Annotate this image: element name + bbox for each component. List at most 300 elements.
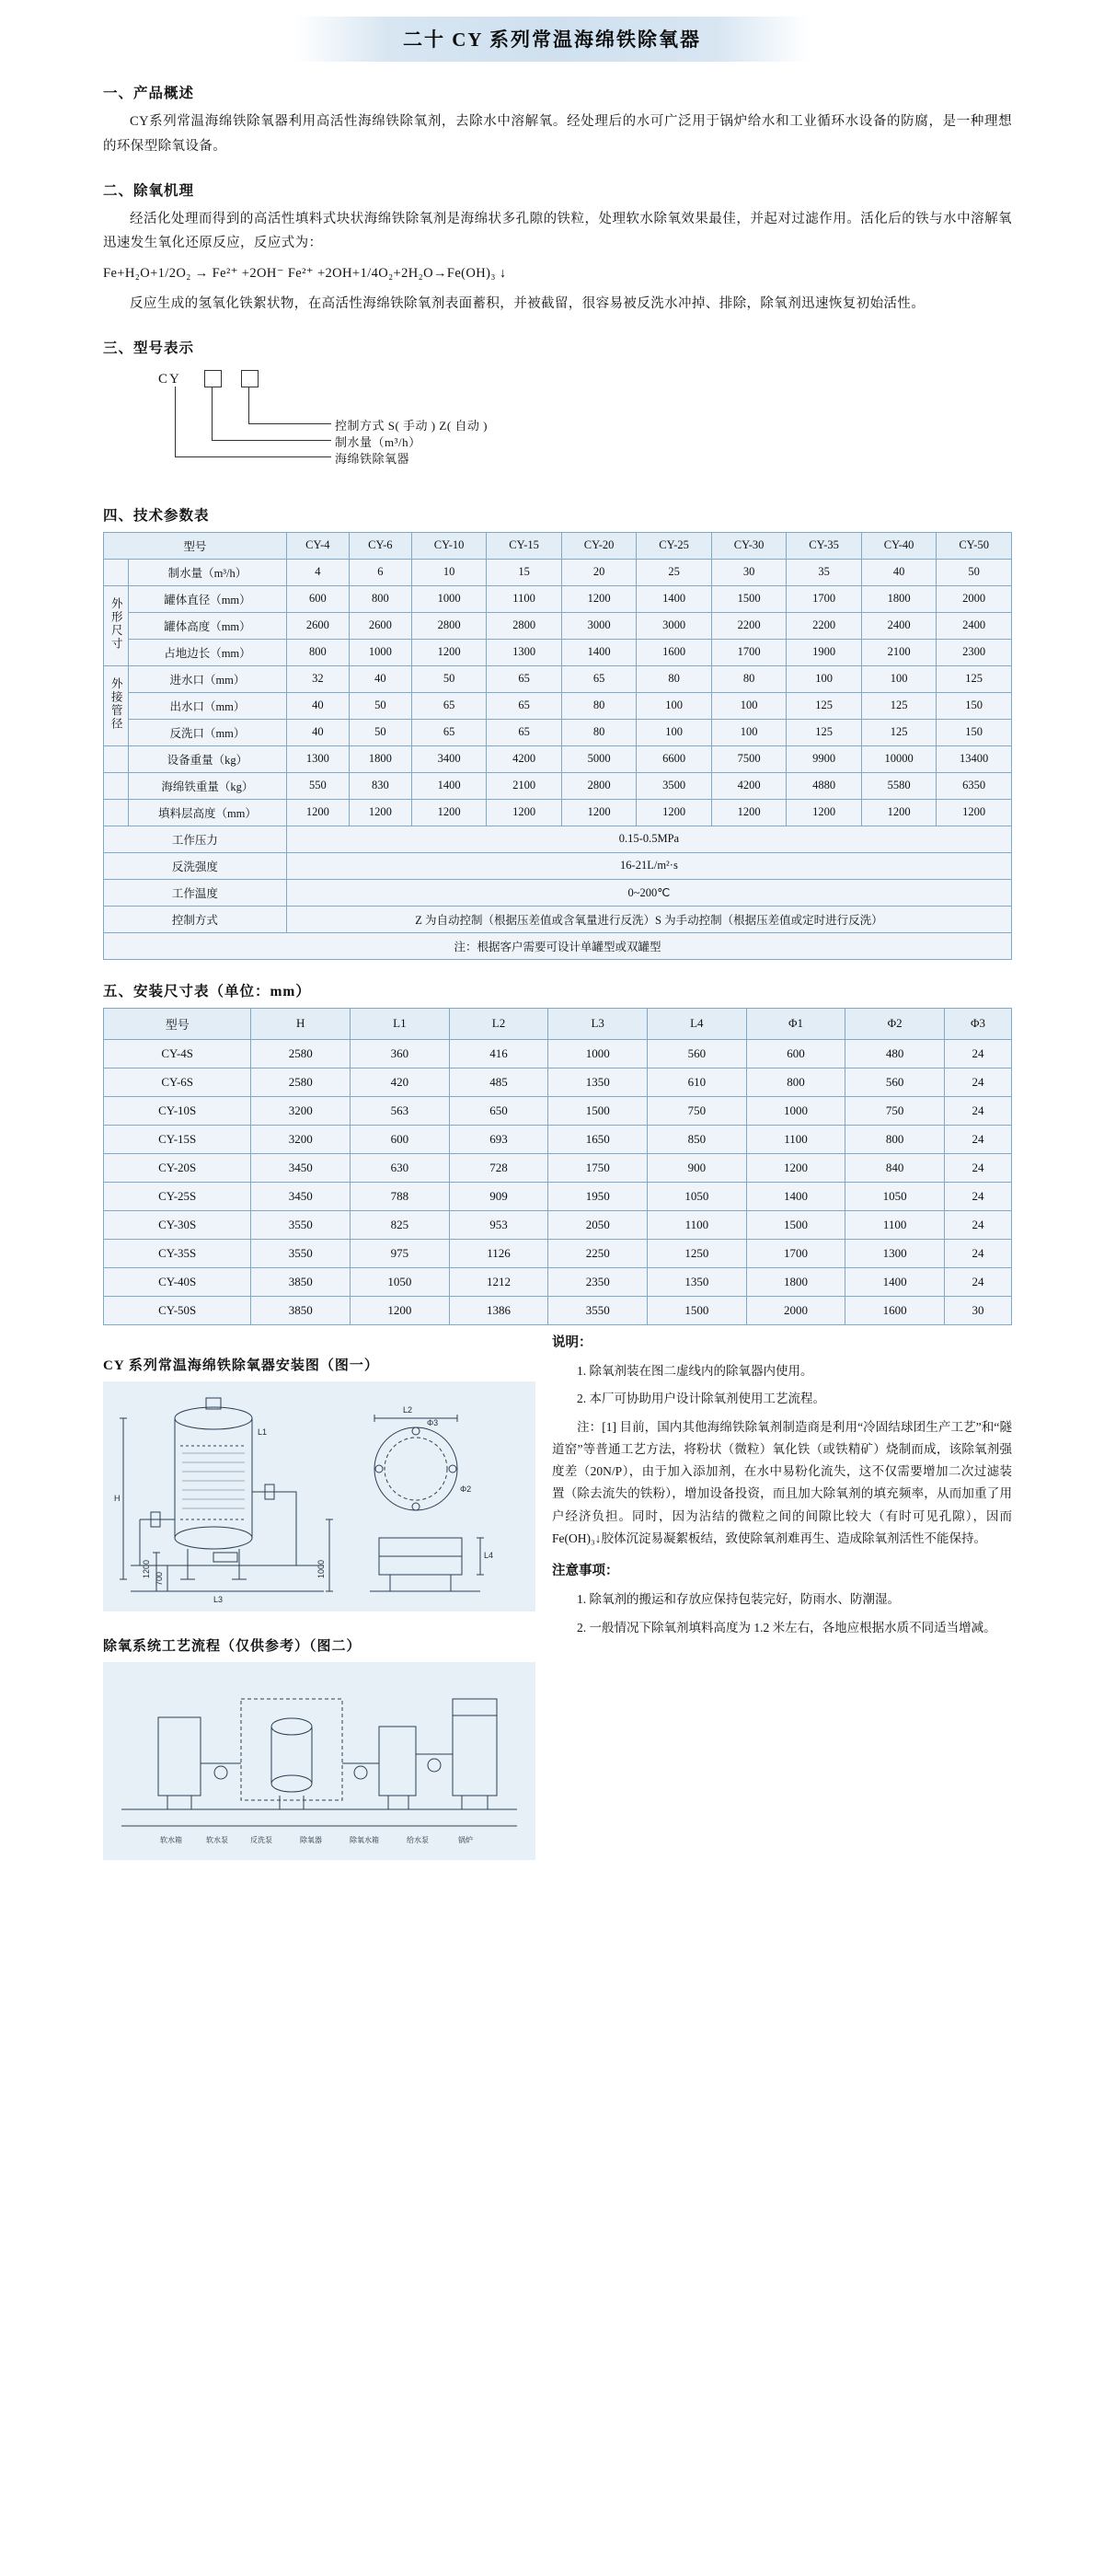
spec-cell: 3400 [411, 745, 487, 772]
install-cell: 900 [648, 1153, 747, 1182]
spec-cell: 1200 [286, 799, 349, 826]
install-cell: CY-20S [104, 1153, 251, 1182]
spec-cell: 2100 [861, 639, 937, 665]
svg-text:700: 700 [155, 1571, 164, 1586]
install-cell: 485 [449, 1068, 548, 1096]
spec-cell: 65 [411, 719, 487, 745]
spec-cell: 2800 [561, 772, 637, 799]
spec-cell: 80 [637, 665, 712, 692]
spec-row [104, 559, 1012, 585]
spec-group-spacer [104, 772, 129, 799]
install-cell: 600 [746, 1039, 845, 1068]
table-row [104, 1239, 1012, 1267]
table-row [104, 1267, 1012, 1296]
spec-cell: 40 [286, 692, 349, 719]
install-cell: 630 [351, 1153, 450, 1182]
spec-cell: 2600 [349, 612, 411, 639]
spec-model-cell: CY-25 [637, 532, 712, 559]
fig2-label-5: 给水泵 [407, 1835, 429, 1844]
spec-cell: 1800 [349, 745, 411, 772]
spec-merged-value: 16-21L/m²·s [286, 852, 1011, 879]
spec-merged-row [104, 879, 1012, 906]
notes-heading: 说明： [552, 1334, 592, 1350]
spec-cell: 2000 [937, 585, 1012, 612]
overview-paragraph: CY系列常温海绵铁除氧器利用高活性海绵铁除氧剂，去除水中溶解氧。经处理后的水可广泛用于锅炉给水和工业循环水设备的防腐，是一种理想的环保型除氧设备。 [103, 114, 1012, 154]
install-cell: 3550 [251, 1210, 351, 1239]
spec-cell: 4 [286, 559, 349, 585]
leader-line-1-h [248, 423, 331, 424]
spec-model-cell: CY-20 [561, 532, 637, 559]
table-row [104, 1210, 1012, 1239]
spec-cell: 80 [561, 719, 637, 745]
spec-cell: 32 [286, 665, 349, 692]
technical-parameter-table [103, 532, 1012, 960]
mechanism-formula: Fe+H₂O+1/2O₂ → Fe²⁺ +2OH⁻ Fe²⁺ +2OH+1/4O₂+2H₂O→Fe(OH)₃ ↓ [103, 266, 507, 282]
model-box-1 [204, 370, 222, 387]
fig2-label-3: 除氧器 [300, 1835, 322, 1844]
spec-model-cell: CY-30 [711, 532, 787, 559]
install-cell: 800 [845, 1125, 945, 1153]
spec-row [104, 772, 1012, 799]
spec-cell: 80 [561, 692, 637, 719]
leader-line-2-v [212, 387, 213, 440]
notes-column [552, 1331, 1012, 1860]
spec-cell: 100 [637, 692, 712, 719]
model-box-2 [241, 370, 259, 387]
spec-cell: 1500 [711, 585, 787, 612]
install-cell: 1100 [845, 1210, 945, 1239]
spec-cell: 1300 [286, 745, 349, 772]
spec-cell: 50 [349, 719, 411, 745]
section-heading-install: 五、安装尺寸表（单位：mm） [103, 983, 311, 999]
spec-cell: 15 [487, 559, 562, 585]
install-cell: 788 [351, 1182, 450, 1210]
spec-cell: 65 [487, 692, 562, 719]
figure-2-title: 除氧系统工艺流程（仅供参考）（图二） [103, 1638, 362, 1654]
spec-cell: 80 [711, 665, 787, 692]
install-cell: 360 [351, 1039, 450, 1068]
spec-row-label: 占地边长（mm） [129, 639, 287, 665]
install-cell: 3550 [251, 1239, 351, 1267]
install-cell: 3850 [251, 1296, 351, 1324]
section-heading-overview: 一、产品概述 [103, 86, 195, 101]
attention-2: 2. 一般情况下除氧剂填料高度为 1.2 米左右，各地应根据水质不同适当增减。 [577, 1620, 996, 1635]
install-cell: 2580 [251, 1039, 351, 1068]
spec-cell: 6350 [937, 772, 1012, 799]
svg-text:Φ2: Φ2 [460, 1484, 472, 1494]
spec-cell: 600 [286, 585, 349, 612]
install-header-cell: 型号 [104, 1008, 251, 1039]
install-cell: 560 [648, 1039, 747, 1068]
install-cell: 600 [351, 1125, 450, 1153]
leader-line-3-v [175, 387, 176, 456]
spec-row [104, 719, 1012, 745]
install-cell: 3450 [251, 1153, 351, 1182]
page-title: 二十 CY 系列常温海绵铁除氧器 [402, 29, 702, 51]
note-2: 2. 本厂可协助用户设计除氧剂使用工艺流程。 [577, 1392, 825, 1406]
spec-row [104, 665, 1012, 692]
spec-row-label: 出水口（mm） [129, 692, 287, 719]
spec-cell: 13400 [937, 745, 1012, 772]
spec-cell: 150 [937, 719, 1012, 745]
install-cell: 728 [449, 1153, 548, 1182]
spec-cell: 6600 [637, 745, 712, 772]
fig2-label-2: 反洗泵 [250, 1835, 272, 1844]
spec-group-spacer [104, 559, 129, 585]
install-cell: 1500 [746, 1210, 845, 1239]
spec-header-row [104, 532, 1012, 559]
spec-cell: 100 [711, 692, 787, 719]
spec-cell: 1600 [637, 639, 712, 665]
spec-merged-label: 工作温度 [104, 879, 287, 906]
install-cell: 480 [845, 1039, 945, 1068]
attention-heading: 注意事项： [552, 1564, 619, 1579]
svg-text:Φ3: Φ3 [427, 1417, 439, 1427]
spec-cell: 30 [711, 559, 787, 585]
spec-model-cell: CY-10 [411, 532, 487, 559]
install-cell: 650 [449, 1096, 548, 1125]
figure-1-drawing [103, 1381, 535, 1611]
model-designation-diagram [103, 364, 1012, 484]
install-cell: 1950 [548, 1182, 648, 1210]
install-cell: 610 [648, 1068, 747, 1096]
install-cell: 24 [944, 1125, 1011, 1153]
spec-cell: 2600 [286, 612, 349, 639]
spec-cell: 2200 [787, 612, 862, 639]
install-cell: 975 [351, 1239, 450, 1267]
spec-merged-label: 控制方式 [104, 906, 287, 932]
spec-cell: 25 [637, 559, 712, 585]
install-cell: 1126 [449, 1239, 548, 1267]
install-cell: CY-40S [104, 1267, 251, 1296]
install-cell: 2050 [548, 1210, 648, 1239]
spec-cell: 40 [861, 559, 937, 585]
spec-group-label: 外接管径 [104, 665, 129, 745]
install-cell: 1300 [845, 1239, 945, 1267]
spec-cell: 1200 [637, 799, 712, 826]
section-heading-model: 三、型号表示 [103, 340, 195, 356]
install-header-cell: Φ3 [944, 1008, 1011, 1039]
install-cell: 24 [944, 1153, 1011, 1182]
install-cell: 1100 [648, 1210, 747, 1239]
spec-cell: 3000 [637, 612, 712, 639]
install-cell: 1050 [351, 1267, 450, 1296]
install-cell: 1500 [648, 1296, 747, 1324]
install-header-cell: L2 [449, 1008, 548, 1039]
installation-dimension-table [103, 1008, 1012, 1325]
spec-cell: 1700 [711, 639, 787, 665]
install-cell: 750 [845, 1096, 945, 1125]
spec-cell: 150 [937, 692, 1012, 719]
install-cell: 1400 [845, 1267, 945, 1296]
spec-merged-row [104, 906, 1012, 932]
spec-cell: 1900 [787, 639, 862, 665]
spec-cell: 35 [787, 559, 862, 585]
install-cell: CY-15S [104, 1125, 251, 1153]
spec-cell: 125 [937, 665, 1012, 692]
table-row [104, 1068, 1012, 1096]
spec-group-spacer [104, 799, 129, 826]
svg-text:L4: L4 [484, 1550, 494, 1560]
spec-row [104, 745, 1012, 772]
install-cell: CY-6S [104, 1068, 251, 1096]
install-cell: 1050 [648, 1182, 747, 1210]
table-row [104, 1182, 1012, 1210]
spec-cell: 1200 [561, 799, 637, 826]
spec-cell: 1200 [861, 799, 937, 826]
spec-cell: 1200 [561, 585, 637, 612]
fig2-label-4: 除氧水箱 [350, 1835, 379, 1844]
model-label-capacity: 制水量（m³/h） [335, 434, 421, 449]
table-row [104, 1153, 1012, 1182]
spec-cell: 1100 [487, 585, 562, 612]
spec-model-cell: CY-6 [349, 532, 411, 559]
spec-merged-value: Z 为自动控制（根据压差值或含氧量进行反洗）S 为手动控制（根据压差值或定时进行反洗） [286, 906, 1011, 932]
spec-cell: 9900 [787, 745, 862, 772]
spec-merged-row [104, 852, 1012, 879]
install-cell: 3550 [548, 1296, 648, 1324]
svg-text:1000: 1000 [316, 1559, 326, 1578]
install-cell: 1400 [746, 1182, 845, 1210]
model-prefix-label: CY [158, 371, 181, 387]
spec-cell: 50 [937, 559, 1012, 585]
spec-cell: 550 [286, 772, 349, 799]
spec-cell: 125 [787, 692, 862, 719]
spec-cell: 100 [637, 719, 712, 745]
spec-cell: 1000 [411, 585, 487, 612]
spec-cell: 1800 [861, 585, 937, 612]
install-cell: 416 [449, 1039, 548, 1068]
spec-cell: 10000 [861, 745, 937, 772]
svg-text:H: H [114, 1493, 121, 1503]
install-cell: 2250 [548, 1239, 648, 1267]
spec-cell: 65 [411, 692, 487, 719]
spec-merged-label: 反洗强度 [104, 852, 287, 879]
model-label-control: 控制方式 S( 手动 ) Z( 自动 ) [335, 418, 488, 433]
install-cell: 1200 [746, 1153, 845, 1182]
section-heading-spec: 四、技术参数表 [103, 507, 210, 524]
mechanism-paragraph-2: 反应生成的氢氧化铁絮状物，在高活性海绵铁除氧剂表面蓄积，并被截留，很容易被反洗水冲掉、排除，除氧剂迅速恢复初始活性。 [130, 296, 926, 312]
spec-cell: 1200 [937, 799, 1012, 826]
install-cell: 24 [944, 1039, 1011, 1068]
spec-cell: 1200 [411, 639, 487, 665]
note-1: 1. 除氧剂装在图二虚线内的除氧器内使用。 [577, 1363, 813, 1378]
install-cell: 1350 [548, 1068, 648, 1096]
install-cell: 1200 [351, 1296, 450, 1324]
spec-model-cell: CY-35 [787, 532, 862, 559]
spec-cell: 4200 [487, 745, 562, 772]
spec-cell: 65 [561, 665, 637, 692]
spec-merged-label: 工作压力 [104, 826, 287, 852]
spec-cell: 50 [411, 665, 487, 692]
install-cell: CY-50S [104, 1296, 251, 1324]
install-cell: 24 [944, 1068, 1011, 1096]
figures-and-notes [103, 1331, 1012, 1860]
spec-note-row [104, 932, 1012, 959]
spec-group-spacer [104, 745, 129, 772]
spec-cell: 1400 [561, 639, 637, 665]
figure-2-drawing [103, 1662, 535, 1860]
install-cell: 24 [944, 1239, 1011, 1267]
install-cell: 1600 [845, 1296, 945, 1324]
spec-cell: 10 [411, 559, 487, 585]
install-cell: 2580 [251, 1068, 351, 1096]
install-cell: 1700 [746, 1239, 845, 1267]
leader-line-3-h [175, 456, 331, 457]
spec-cell: 7500 [711, 745, 787, 772]
install-cell: 850 [648, 1125, 747, 1153]
spec-cell: 100 [861, 665, 937, 692]
spec-row [104, 692, 1012, 719]
mechanism-paragraph-1: 经活化处理而得到的高活性填料式块状海绵铁除氧剂是海绵状多孔隙的铁粒，处理软水除氧效果最佳，并起对过滤作用。活化后的铁与水中溶解氧迅速发生氧化还原反应，反应式为： [103, 211, 1012, 251]
spec-cell: 800 [349, 585, 411, 612]
spec-merged-value: 0~200℃ [286, 879, 1011, 906]
install-cell: 1000 [746, 1096, 845, 1125]
spec-merged-value: 0.15-0.5MPa [286, 826, 1011, 852]
attention-1: 1. 除氧剂的搬运和存放应保持包装完好，防雨水、防潮湿。 [577, 1592, 900, 1607]
spec-cell: 4880 [787, 772, 862, 799]
spec-cell: 1200 [411, 799, 487, 826]
install-cell: 1050 [845, 1182, 945, 1210]
spec-cell: 3500 [637, 772, 712, 799]
svg-text:L2: L2 [403, 1404, 413, 1415]
install-cell: 3200 [251, 1125, 351, 1153]
table-row [104, 1296, 1012, 1324]
spec-cell: 65 [487, 665, 562, 692]
spec-cell: 1200 [487, 799, 562, 826]
install-cell: CY-30S [104, 1210, 251, 1239]
install-cell: 2000 [746, 1296, 845, 1324]
spec-cell: 100 [787, 665, 862, 692]
install-cell: 1212 [449, 1267, 548, 1296]
spec-row-label: 制水量（m³/h） [129, 559, 287, 585]
install-cell: 560 [845, 1068, 945, 1096]
spec-cell: 5580 [861, 772, 937, 799]
table-row [104, 1039, 1012, 1068]
install-cell: 3200 [251, 1096, 351, 1125]
install-cell: 1350 [648, 1267, 747, 1296]
install-cell: 3450 [251, 1182, 351, 1210]
spec-cell: 5000 [561, 745, 637, 772]
table-row [104, 1096, 1012, 1125]
spec-model-cell: CY-4 [286, 532, 349, 559]
spec-cell: 1200 [711, 799, 787, 826]
install-header-cell: H [251, 1008, 351, 1039]
install-header-cell: Φ2 [845, 1008, 945, 1039]
install-cell: 420 [351, 1068, 450, 1096]
spec-cell: 2800 [411, 612, 487, 639]
install-cell: 2350 [548, 1267, 648, 1296]
install-cell: 1650 [548, 1125, 648, 1153]
fig2-label-6: 锅炉 [458, 1835, 473, 1844]
install-cell: 750 [648, 1096, 747, 1125]
spec-row [104, 799, 1012, 826]
spec-row [104, 639, 1012, 665]
install-cell: 1500 [548, 1096, 648, 1125]
install-cell: 693 [449, 1125, 548, 1153]
fig2-label-0: 软水箱 [160, 1835, 182, 1844]
install-header-cell: L1 [351, 1008, 450, 1039]
spec-cell: 1200 [787, 799, 862, 826]
install-header-cell: Φ1 [746, 1008, 845, 1039]
svg-text:L3: L3 [213, 1594, 224, 1604]
install-cell: 24 [944, 1267, 1011, 1296]
install-header-cell: L4 [648, 1008, 747, 1039]
model-label-device: 海绵铁除氧器 [335, 451, 410, 466]
spec-cell: 40 [286, 719, 349, 745]
spec-cell: 1400 [411, 772, 487, 799]
install-cell: 1100 [746, 1125, 845, 1153]
install-cell: 909 [449, 1182, 548, 1210]
install-cell: 24 [944, 1182, 1011, 1210]
spec-cell: 125 [861, 692, 937, 719]
install-cell: 953 [449, 1210, 548, 1239]
spec-cell: 1700 [787, 585, 862, 612]
install-cell: 800 [746, 1068, 845, 1096]
table-row [104, 1125, 1012, 1153]
spec-cell: 65 [487, 719, 562, 745]
spec-cell: 2400 [861, 612, 937, 639]
install-cell: 1800 [746, 1267, 845, 1296]
install-cell: 1386 [449, 1296, 548, 1324]
spec-row-label: 罐体直径（mm） [129, 585, 287, 612]
spec-cell: 125 [861, 719, 937, 745]
spec-cell: 125 [787, 719, 862, 745]
spec-cell: 4200 [711, 772, 787, 799]
spec-model-cell: CY-15 [487, 532, 562, 559]
install-cell: 1750 [548, 1153, 648, 1182]
spec-cell: 1300 [487, 639, 562, 665]
spec-cell: 1200 [349, 799, 411, 826]
spec-cell: 3000 [561, 612, 637, 639]
spec-row-label: 海绵铁重量（kg） [129, 772, 287, 799]
spec-cell: 100 [711, 719, 787, 745]
install-cell: 840 [845, 1153, 945, 1182]
spec-row [104, 585, 1012, 612]
install-cell: CY-35S [104, 1239, 251, 1267]
spec-cell: 2800 [487, 612, 562, 639]
spec-row-label: 罐体高度（mm） [129, 612, 287, 639]
spec-cell: 1400 [637, 585, 712, 612]
section-heading-mechanism: 二、除氧机理 [103, 182, 195, 199]
install-cell: 1250 [648, 1239, 747, 1267]
spec-cell: 2100 [487, 772, 562, 799]
spec-cell: 50 [349, 692, 411, 719]
install-cell: 24 [944, 1210, 1011, 1239]
install-cell: 1000 [548, 1039, 648, 1068]
spec-note: 注：根据客户需要可设计单罐型或双罐型 [104, 932, 1012, 959]
spec-merged-row [104, 826, 1012, 852]
install-header-cell: L3 [548, 1008, 648, 1039]
spec-row [104, 612, 1012, 639]
spec-cell: 2200 [711, 612, 787, 639]
install-cell: CY-10S [104, 1096, 251, 1125]
spec-cell: 20 [561, 559, 637, 585]
spec-cell: 2400 [937, 612, 1012, 639]
spec-cell: 2300 [937, 639, 1012, 665]
svg-text:1200: 1200 [142, 1559, 151, 1578]
leader-line-1-v [248, 387, 249, 423]
spec-model-cell: CY-50 [937, 532, 1012, 559]
spec-row-label: 反洗口（mm） [129, 719, 287, 745]
spec-model-cell: CY-40 [861, 532, 937, 559]
spec-cell: 40 [349, 665, 411, 692]
spec-header-model: 型号 [104, 532, 287, 559]
document-page [0, 17, 1104, 2576]
figures-column [103, 1331, 535, 1860]
install-cell: CY-25S [104, 1182, 251, 1210]
spec-row-label: 填料层高度（mm） [129, 799, 287, 826]
